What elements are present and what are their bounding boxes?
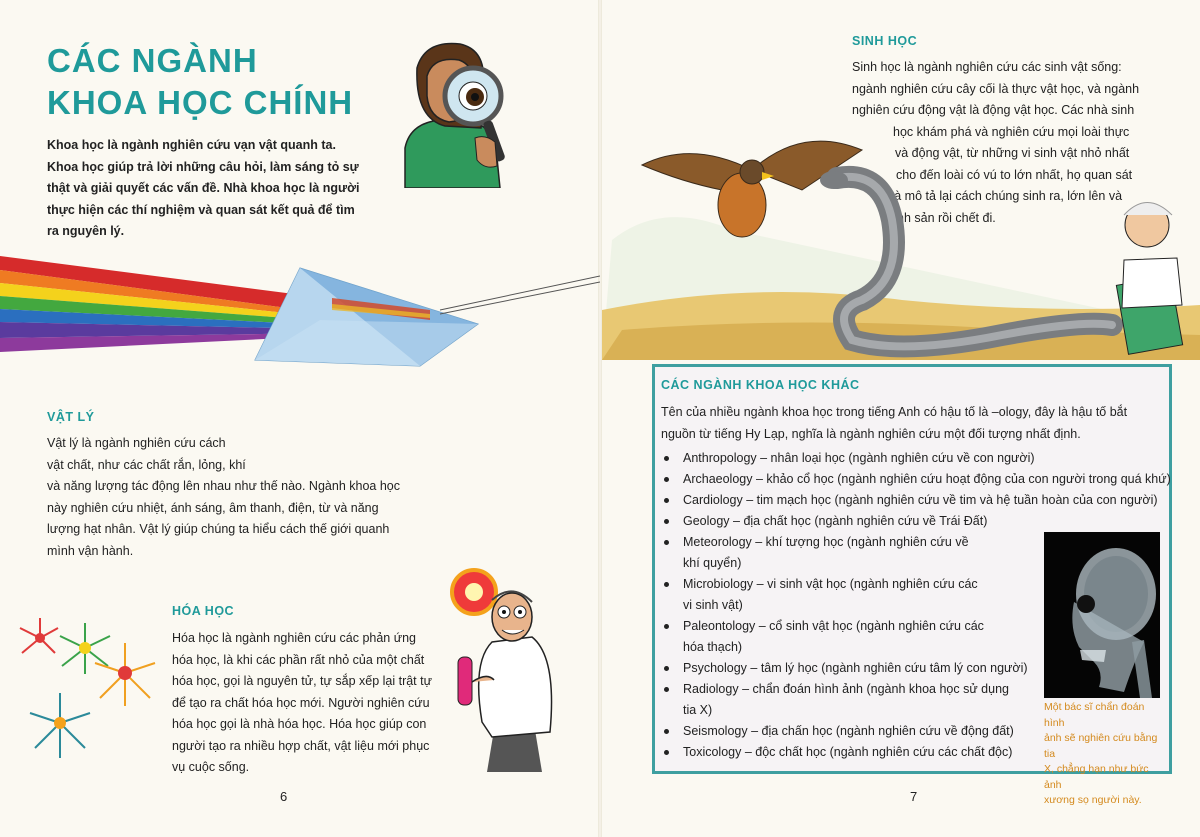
intro-line: Tên của nhiều ngành khoa học trong tiếng Anh có hậu tố là –ology, đây là hậu tố bắt — [661, 405, 1128, 419]
chemistry-heading: HÓA HỌC — [172, 604, 235, 618]
biology-line: ngành nghiên cứu cây cối là thực vật học, và ngành — [852, 81, 1140, 96]
list-item-text: khí quyển) — [683, 556, 742, 570]
list-item-text: Toxicology – độc chất học (ngành nghiên cứu các chất độc) — [683, 745, 1013, 759]
skull-xray-graphic — [1044, 532, 1160, 698]
list-item-text: Archaeology – khảo cổ học (ngành nghiên cứu hoạt động của con người trong quá khứ) — [683, 472, 1171, 486]
list-item-text: Radiology – chẩn đoán hình ảnh (ngành khoa học sử dụng — [683, 682, 1009, 696]
list-item-text: Psychology – tâm lý học (ngành nghiên cứu tâm lý con người) — [683, 661, 1028, 675]
xray-caption — [1044, 700, 1162, 809]
list-item-text: Meteorology – khí tượng học (ngành nghiên cứu về — [683, 535, 969, 549]
chemistry-paragraph — [172, 628, 432, 779]
biology-heading: SINH HỌC — [852, 34, 918, 48]
list-item — [661, 448, 1041, 469]
list-item — [661, 658, 1041, 679]
skull-xray-image — [1044, 532, 1160, 698]
caption-line: Một bác sĩ chẩn đoán hình — [1044, 701, 1145, 729]
prism-illustration — [0, 218, 600, 388]
list-item-text: Geology – địa chất học (ngành nghiên cứu về Trái Đất) — [683, 514, 988, 528]
biology-line: Sinh học là ngành nghiên cứu các sinh vật sống: — [852, 60, 1122, 74]
physics-line: mình vận hành. — [47, 543, 134, 558]
other-sciences-heading: CÁC NGÀNH KHOA HỌC KHÁC — [661, 378, 860, 392]
physics-paragraph — [47, 433, 400, 562]
list-item — [661, 742, 1041, 763]
caption-line: X, chẳng hạn như bức ảnh — [1044, 763, 1149, 791]
list-item-text: Seismology – địa chấn học (ngành nghiên cứu về động đất) — [683, 724, 1014, 738]
physics-line: lượng hạt nhân. Vật lý giúp chúng ta hiểu cách thế giới quanh — [47, 522, 390, 536]
list-item-text: Paleontology – cổ sinh vật học (ngành nghiên cứu các — [683, 619, 984, 633]
biology-line: học khám phá và nghiên cứu mọi loài thực — [893, 124, 1130, 139]
title-line-1: CÁC NGÀNH — [47, 42, 258, 79]
title-line-2: KHOA HỌC CHÍNH — [47, 84, 354, 121]
list-item-text: Anthropology – nhân loại học (ngành nghiên cứu về con người) — [683, 451, 1035, 465]
list-item-text: vi sinh vật) — [683, 598, 743, 612]
physics-heading: VẬT LÝ — [47, 410, 95, 424]
chemistry-line: Hóa học là ngành nghiên cứu các phản ứng — [172, 631, 416, 645]
chemist-illustration — [432, 562, 562, 777]
girl-magnifier-illustration — [385, 38, 520, 188]
chemistry-line: người tạo ra nhiều hợp chất, vật liệu mới phục — [172, 738, 430, 753]
hawk-snake-illustration — [602, 130, 1200, 360]
intro-line: Khoa học là ngành nghiên cứu vạn vật quanh ta. — [47, 138, 336, 152]
intro-line: thật và giải quyết các vấn đề. Nhà khoa học là người — [47, 181, 360, 195]
biology-line: sinh sản rồi chết đi. — [888, 210, 996, 225]
book-gutter — [598, 0, 602, 837]
intro-line: Khoa học giúp trả lời những câu hỏi, làm sáng tỏ sự — [47, 159, 359, 174]
chemistry-line: hóa học gọi là nhà hóa học. Hóa học giúp con — [172, 717, 427, 731]
intro-line: ra nguyên lý. — [47, 224, 125, 238]
list-item — [661, 574, 1041, 616]
list-item — [661, 511, 1041, 532]
page-number-left: 6 — [280, 789, 288, 804]
chemistry-line: để tạo ra chất hóa học mới. Người nghiên cứu — [172, 695, 430, 710]
physics-line: Vật lý là ngành nghiên cứu cách — [47, 436, 226, 450]
chemistry-line: hóa học, là khi các phần rất nhỏ của một chất — [172, 652, 425, 667]
physics-line: vật chất, như các chất rắn, lỏng, khí — [47, 457, 246, 472]
list-item-text: tia X) — [683, 703, 713, 717]
intro-line: nguồn từ tiếng Hy Lạp, nghĩa là ngành nghiên cứu một đối tượng nhất định. — [661, 426, 1081, 441]
list-item — [661, 616, 1041, 658]
chemistry-line: vụ cuộc sống. — [172, 760, 250, 774]
physics-line: và năng lượng tác động lên nhau như thế nào. Ngành khoa học — [47, 479, 400, 493]
caption-line: xương sọ người này. — [1044, 794, 1142, 806]
caption-line: ảnh sẽ nghiên cứu bằng tia — [1044, 732, 1158, 760]
intro-line: thực hiện các thí nghiệm và quan sát kết quả để tìm — [47, 202, 355, 217]
biology-line: và động vật, từ những vi sinh vật nhỏ nhất — [895, 146, 1130, 160]
fireworks-illustration — [10, 618, 170, 768]
list-item — [661, 469, 1171, 490]
page-number-right: 7 — [910, 789, 918, 804]
other-sciences-intro — [661, 402, 1136, 445]
physics-line: này nghiên cứu nhiệt, ánh sáng, âm thanh, điện, từ và năng — [47, 500, 379, 515]
list-item — [661, 721, 1041, 742]
chemistry-line: hóa học, gọi là nguyên tử, tự sắp xếp lại trật tự — [172, 674, 432, 688]
list-item-text: hóa thạch) — [683, 640, 743, 654]
biology-line: cho đến loài có vú to lớn nhất, họ quan sát — [896, 167, 1133, 182]
biology-line: và mô tả lại cách chúng sinh ra, lớn lên và — [888, 189, 1123, 203]
list-item — [661, 679, 1041, 721]
list-item-text: Microbiology – vi sinh vật học (ngành nghiên cứu các — [683, 577, 978, 591]
list-item — [661, 490, 1158, 511]
list-item-text: Cardiology – tim mạch học (ngành nghiên cứu về tim và hệ tuần hoàn của con người) — [683, 493, 1158, 507]
biology-line: nghiên cứu động vật là động vật học. Các nhà sinh — [852, 103, 1135, 117]
page-title — [47, 40, 353, 124]
list-item — [661, 532, 1041, 574]
